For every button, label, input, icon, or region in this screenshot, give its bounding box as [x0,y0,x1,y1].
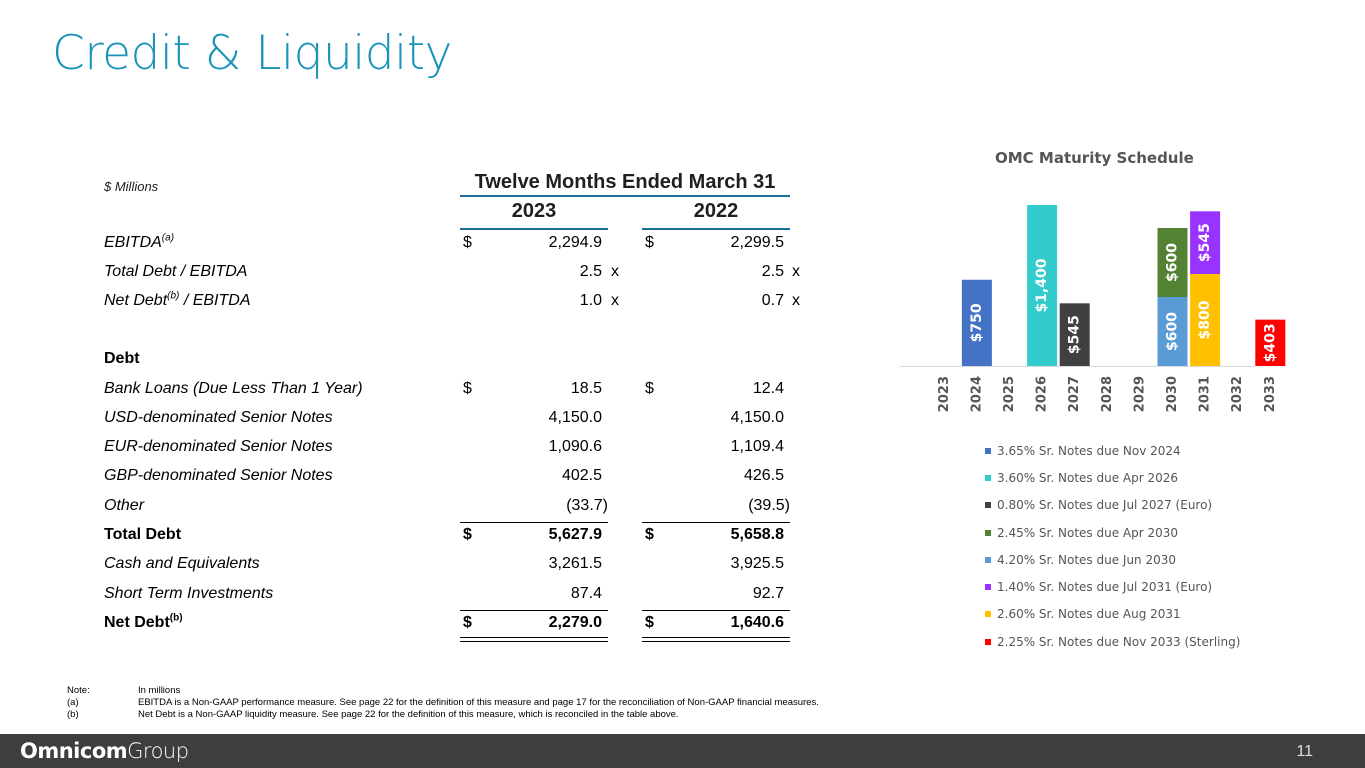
x-tick-label: 2024 [969,376,985,413]
row-label: GBP-denominated Senior Notes [104,467,333,484]
page-number: 11 [1296,743,1313,760]
value-2023: 5,627.9 [548,526,602,543]
legend-label: 2.60% Sr. Notes due Aug 2031 [997,607,1181,622]
multiple-x: x [792,292,800,309]
legend-label: 0.80% Sr. Notes due Jul 2027 (Euro) [997,498,1213,513]
value-2022: 426.5 [743,467,784,484]
x-tick-label: 2027 [1067,376,1083,413]
value-2023: 87.4 [570,585,602,602]
value-2022: 5,658.8 [730,526,784,543]
legend-swatch [985,639,991,645]
data-label: $545 [1066,315,1083,355]
legend-item [985,464,1240,491]
value-2022: (39.5) [748,497,790,514]
value-2023: (33.7) [566,497,608,514]
footnote: (a) EBITDA is a Non-GAAP performance measure. See page 22 for the definition of this measure and page 17 for the reconciliation of Non-GAAP financial measures. [67,697,819,708]
data-label: $800 [1197,300,1214,340]
row-label: Bank Loans (Due Less Than 1 Year) [104,380,363,397]
double-underline [642,637,790,642]
multiple-x: x [611,263,619,280]
row-label: Cash and Equivalents [104,555,260,572]
value-2022: 1,109.4 [730,438,784,455]
value-2023: 402.5 [561,467,602,484]
row-label: Total Debt [104,526,182,543]
legend-label: 3.60% Sr. Notes due Apr 2026 [997,470,1179,485]
currency-sign: $ [463,614,472,631]
legend-item [985,573,1240,600]
table-row [0,553,820,575]
table-row [0,378,820,400]
omnicom-logo: OmnicomGroup [20,739,189,763]
row-label: Short Term Investments [104,585,274,602]
page-title: Credit & Liquidity [52,26,452,81]
x-tick-label: 2033 [1262,376,1278,413]
data-label: $1,400 [1034,258,1051,313]
x-tick-label: 2026 [1034,376,1050,413]
value-2022: 12.4 [752,380,784,397]
data-label: $545 [1197,223,1214,263]
currency-sign: $ [463,380,472,397]
row-label: EUR-denominated Senior Notes [104,438,333,455]
value-2023: 18.5 [570,380,602,397]
currency-sign: $ [463,526,472,543]
legend-swatch [985,502,991,508]
table-row [0,524,820,546]
x-tick-label: 2028 [1099,376,1115,413]
value-2023: 2,279.0 [548,614,602,631]
chart-legend [985,437,1240,655]
value-2022: 2.5 [761,263,784,280]
data-label: $403 [1262,323,1279,363]
table-row [0,348,820,370]
year-underline [460,228,608,230]
currency-sign: $ [645,380,654,397]
value-2022: 92.7 [752,585,784,602]
legend-swatch [985,530,991,536]
net-debt-rule [460,610,608,611]
x-tick-label: 2030 [1165,376,1180,413]
legend-label: 4.20% Sr. Notes due Jun 2030 [997,552,1177,567]
value-2023: 3,261.5 [548,555,602,572]
table-row [0,612,820,634]
table-row [0,495,820,517]
legend-item [985,437,1240,464]
total-rule [460,522,608,523]
currency-sign: $ [645,614,654,631]
table-row [0,407,820,429]
legend-label: 2.25% Sr. Notes due Nov 2033 (Sterling) [997,634,1241,649]
multiple-x: x [792,263,800,280]
row-label: Total Debt / EBITDA [104,263,248,280]
legend-label: 1.40% Sr. Notes due Jul 2031 (Euro) [997,580,1213,595]
footnote: (b) Net Debt is a Non-GAAP liquidity measure. See page 22 for the definition of this measure, which is reconciled in the table above. [67,709,679,720]
currency-sign: $ [645,234,654,251]
double-underline [460,637,608,642]
chart-title: OMC Maturity Schedule [995,149,1194,167]
row-label: Debt [104,350,140,367]
value-2022: 4,150.0 [730,409,784,426]
value-2022: 0.7 [761,292,784,309]
legend-item [985,546,1240,573]
table-row [0,436,820,458]
footer-bar [0,734,1365,768]
currency-sign: $ [463,234,472,251]
total-rule [642,522,790,523]
table-row [0,583,820,605]
legend-swatch [985,475,991,481]
value-2022: 1,640.6 [730,614,784,631]
data-label: $600 [1164,243,1181,282]
period-header: Twelve Months Ended March 31 [474,171,776,193]
year-2023-header: 2023 [511,200,557,222]
row-label: Net Debt$^{(b)}$ / EBITDA [104,290,251,309]
year-underline [642,228,790,230]
x-tick-label: 2023 [936,376,952,413]
table-row [0,465,820,487]
legend-swatch [985,611,991,617]
legend-swatch [985,448,991,454]
value-2023: 2.5 [579,263,602,280]
value-2023: 1,090.6 [548,438,602,455]
value-2023: 2,294.9 [548,234,602,251]
table-row [0,261,820,283]
value-2022: 3,925.5 [730,555,784,572]
units-label: $ Millions [104,179,159,194]
value-2023: 4,150.0 [548,409,602,426]
x-tick-label: 2032 [1230,376,1246,413]
legend-swatch [985,584,991,590]
legend-swatch [985,557,991,563]
data-label: $750 [968,303,985,343]
value-2023: 1.0 [579,292,602,309]
period-underline [460,195,790,197]
multiple-x: x [611,292,619,309]
x-tick-label: 2029 [1132,376,1148,413]
footnote: Note: In millions [67,685,181,696]
row-label: EBITDA$^{(a)}$ [104,232,175,251]
table-row [0,290,820,312]
data-label: $600 [1164,312,1181,351]
year-2022-header: 2022 [693,200,739,222]
legend-label: 3.65% Sr. Notes due Nov 2024 [997,443,1181,458]
legend-label: 2.45% Sr. Notes due Apr 2030 [997,525,1179,540]
value-2022: 2,299.5 [730,234,784,251]
net-debt-rule [642,610,790,611]
legend-item [985,492,1240,519]
legend-item [985,601,1240,628]
row-label: Other [104,497,145,514]
row-label: USD-denominated Senior Notes [104,409,333,426]
legend-item [985,628,1240,655]
maturity-chart [890,175,1279,425]
x-tick-label: 2031 [1197,376,1213,413]
row-label: Net Debt$^{(b)}$ [104,612,183,631]
footnotes [67,685,819,721]
x-tick-label: 2025 [1002,376,1017,413]
currency-sign: $ [645,526,654,543]
legend-item [985,519,1240,546]
table-row [0,232,820,254]
